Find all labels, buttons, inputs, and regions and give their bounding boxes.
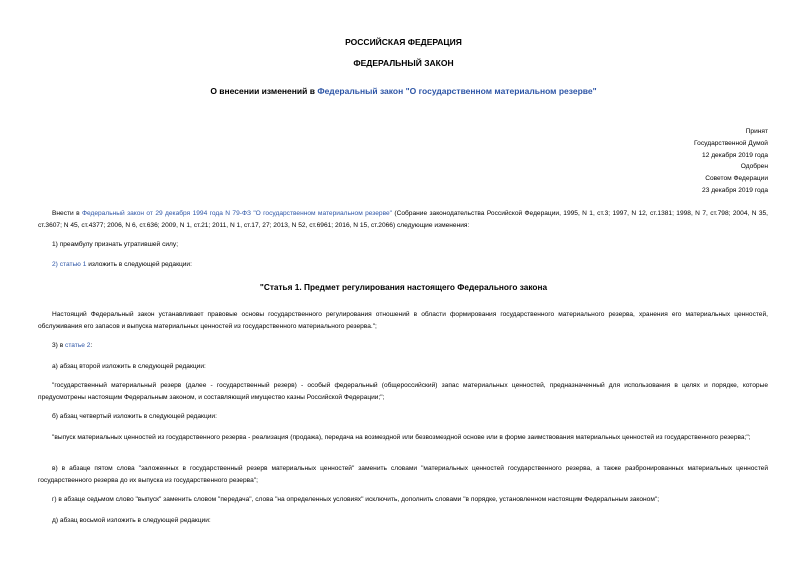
subitem-a-text: "государственный материальный резерв (далее - государственный резерв) - особый федеральный (общероссийский) запас материальных ценностей, предназначенный для использования в целях и порядке, которые предусмотрены настоящим Федеральным законом, и составляющий имущество казны Российской Федерации;"; bbox=[38, 382, 768, 401]
law-title-link[interactable]: Федеральный закон "О государственном материальном резерве" bbox=[317, 86, 597, 96]
intro-rest: (Собрание законодательства Российской Федерации, 1995, N 1, ст.3; 1997, N 12, ст.1381; 1998, N 7, ст.798; 2004, N 35, ст.3607; N 45, ст.4377; 2006, N 6, ст.636; 2009, N 1, ст.21; 2011, N 1, ст.17, 27; 2013, N 52, ст.6961; 2016, N 15, ст.2066) следующие изменения: bbox=[38, 210, 769, 229]
intro-law-link[interactable]: Федеральный закон от 29 декабря 1994 года N 79-ФЗ "О государственном материальном резерве" bbox=[81, 210, 393, 217]
doc-type-heading: ФЕДЕРАЛЬНЫЙ ЗАКОН bbox=[353, 58, 454, 68]
item-2-rest: изложить в следующей редакции: bbox=[86, 261, 192, 268]
country-heading: РОССИЙСКАЯ ФЕДЕРАЦИЯ bbox=[345, 37, 462, 47]
intro-prefix: Внести в bbox=[52, 210, 82, 217]
law-title-prefix: О внесении изменений в bbox=[210, 86, 318, 96]
subitem-b-label: б) абзац четвертый изложить в следующей редакции: bbox=[52, 413, 217, 420]
adoption-line: Государственной Думой bbox=[694, 139, 768, 147]
subitem-d-label: д) абзац восьмой изложить в следующей редакции: bbox=[52, 517, 211, 524]
article-title: "Статья 1. Предмет регулирования настоящего Федерального закона bbox=[259, 282, 548, 292]
law-title bbox=[0, 86, 807, 96]
item-3 bbox=[38, 340, 768, 352]
item-2-prefix[interactable]: 2) bbox=[52, 261, 60, 268]
article-2-link[interactable]: статье 2 bbox=[65, 342, 91, 349]
adoption-line: Принят bbox=[745, 128, 768, 135]
subitem-v-text: в) в абзаце пятом слова "заложенных в государственный резерв материальных ценностей" заменить словами "материальных ценностей государственного резерва, а также разбронированных материальных ценностей государственного резерва до их выпуска из государственного резерва"; bbox=[38, 465, 768, 484]
subitem-b-text: "выпуск материальных ценностей из государственного резерва - реализация (продажа), передача на возмездной или безвозмездной основе или в форме заимствования материальных ценностей из государственного резерва;"; bbox=[52, 434, 751, 441]
adoption-line: 23 декабря 2019 года bbox=[702, 186, 768, 194]
adoption-block bbox=[694, 126, 768, 197]
article-text: Настоящий Федеральный закон устанавливает правовые основы государственного регулирования отношений в области формирования государственного материального резерва, хранения его материальных ценностей, обслуживания его запасов и выпуска материальных ценностей из государственного материального резерва."; bbox=[38, 311, 768, 330]
item-2 bbox=[38, 259, 768, 271]
item-3-rest: : bbox=[90, 342, 93, 349]
subitem-a-label: а) абзац второй изложить в следующей редакции: bbox=[52, 363, 206, 370]
item-1: 1) преамбулу признать утратившей силу; bbox=[52, 241, 179, 248]
article-1-link[interactable]: статью 1 bbox=[59, 261, 87, 268]
adoption-line: Одобрен bbox=[740, 163, 768, 171]
intro-paragraph bbox=[38, 208, 768, 232]
adoption-line: 12 декабря 2019 года bbox=[702, 151, 768, 159]
subitem-g-text: г) в абзаце седьмом слово "выпуск" заменить словом "передача", слова "на определенных условиях" исключить, дополнить словами "в порядке, установленном настоящим Федеральным законом"; bbox=[52, 496, 660, 503]
adoption-line: Советом Федерации bbox=[705, 175, 768, 183]
item-3-prefix: 3) в bbox=[52, 342, 66, 349]
